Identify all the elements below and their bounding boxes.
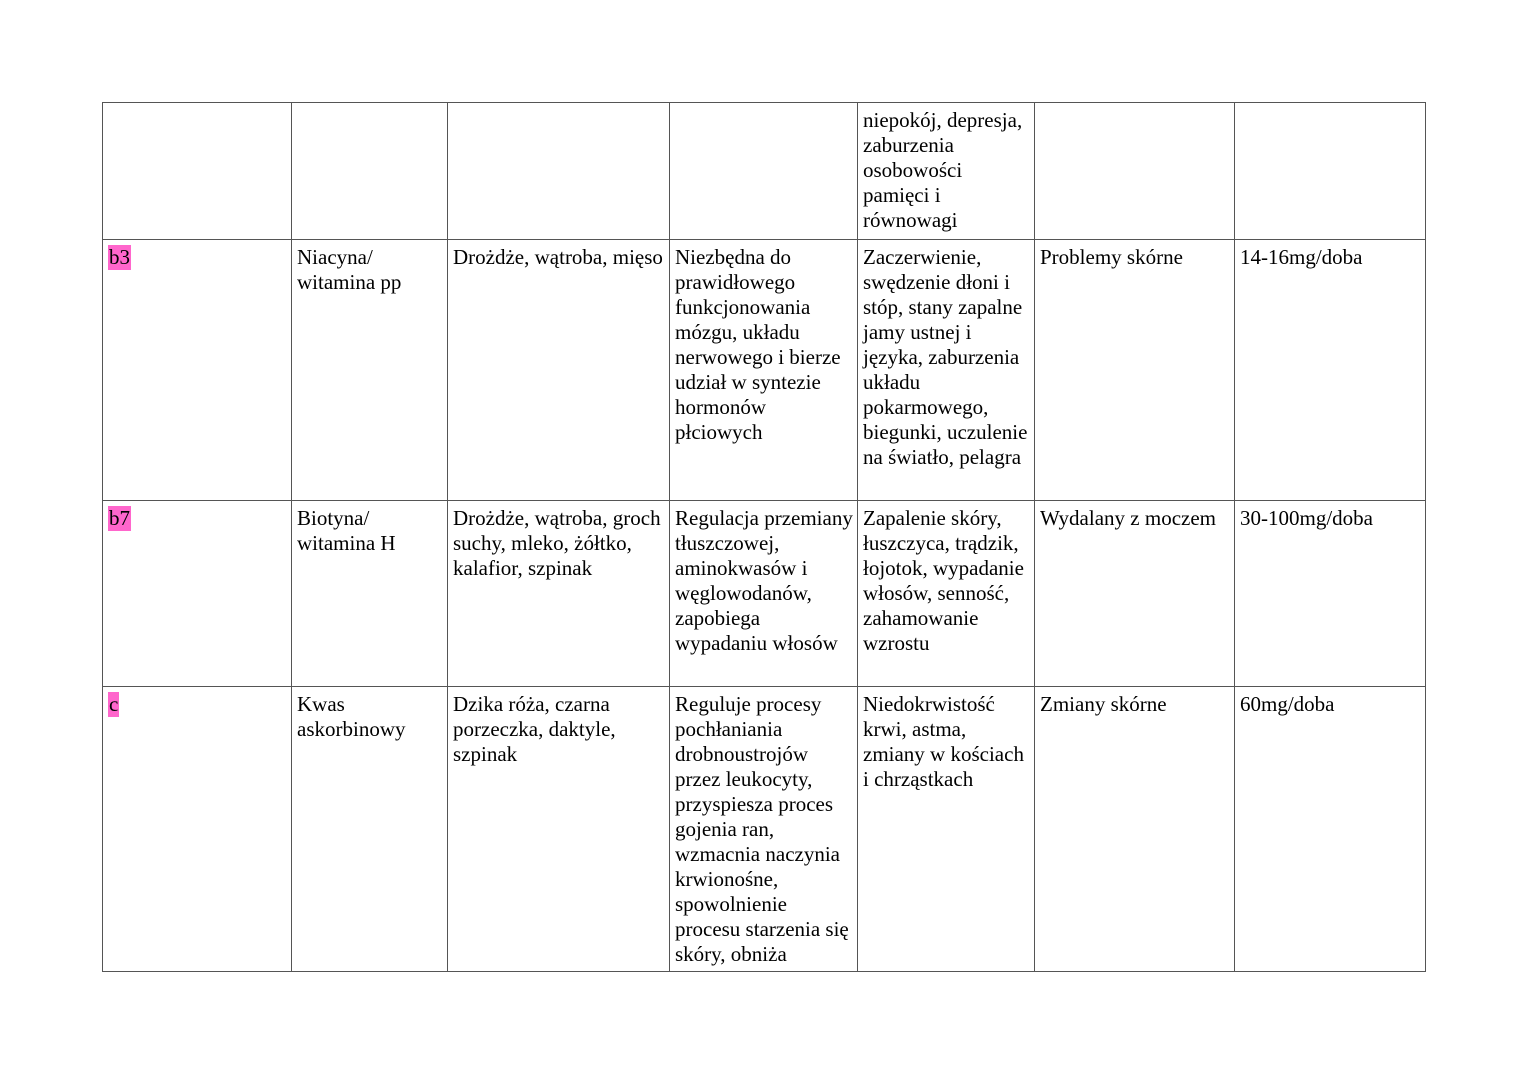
table-row [103, 240, 1426, 501]
vitamin-code: c [109, 692, 119, 716]
cell-dose: 14-16mg/doba [1235, 240, 1426, 501]
cell-dose [1235, 103, 1426, 240]
cell-function [670, 103, 858, 240]
cell-name [292, 103, 448, 240]
cell-code [103, 501, 292, 687]
cell-sources: Drożdże, wątroba, groch suchy, mleko, żółtko, kalafior, szpinak [448, 501, 670, 687]
vitamin-code: b3 [109, 245, 130, 269]
cell-sources [448, 103, 670, 240]
cell-excess [1035, 103, 1235, 240]
table-row [103, 687, 1426, 972]
cell-sources: Drożdże, wątroba, mięso [448, 240, 670, 501]
cell-excess: Zmiany skórne [1035, 687, 1235, 972]
cell-deficiency: Zaczerwienie, swędzenie dłoni i stóp, stany zapalne jamy ustnej i języka, zaburzenia układu pokarmowego, biegunki, uczulenie na światło, pelagra [858, 240, 1035, 501]
cell-deficiency: Zapalenie skóry, łuszczyca, trądzik, łojotok, wypadanie włosów, senność, zahamowanie wzrostu [858, 501, 1035, 687]
cell-function: Regulacja przemiany tłuszczowej, aminokwasów i węglowodanów, zapobiega wypadaniu włosów [670, 501, 858, 687]
cell-code [103, 103, 292, 240]
cell-name: Biotyna/ witamina H [292, 501, 448, 687]
table-row [103, 103, 1426, 240]
cell-dose: 30-100mg/doba [1235, 501, 1426, 687]
cell-function: Niezbędna do prawidłowego funkcjonowania mózgu, układu nerwowego i bierze udział w syntezie hormonów płciowych [670, 240, 858, 501]
vitamin-table [102, 102, 1426, 972]
vitamin-code: b7 [109, 506, 130, 530]
cell-name: Kwas askorbinowy [292, 687, 448, 972]
cell-deficiency: niepokój, depresja, zaburzenia osobowości pamięci i równowagi [858, 103, 1035, 240]
table-row [103, 501, 1426, 687]
cell-deficiency: Niedokrwistość krwi, astma, zmiany w kościach i chrząstkach [858, 687, 1035, 972]
cell-sources: Dzika róża, czarna porzeczka, daktyle, szpinak [448, 687, 670, 972]
cell-excess: Wydalany z moczem [1035, 501, 1235, 687]
cell-excess: Problemy skórne [1035, 240, 1235, 501]
cell-code [103, 687, 292, 972]
cell-function: Reguluje procesy pochłaniania drobnoustrojów przez leukocyty, przyspiesza proces gojenia ran, wzmacnia naczynia krwionośne, spowolnienie procesu starzenia się skóry, obniża [670, 687, 858, 972]
cell-name: Niacyna/ witamina pp [292, 240, 448, 501]
cell-code [103, 240, 292, 501]
cell-dose: 60mg/doba [1235, 687, 1426, 972]
